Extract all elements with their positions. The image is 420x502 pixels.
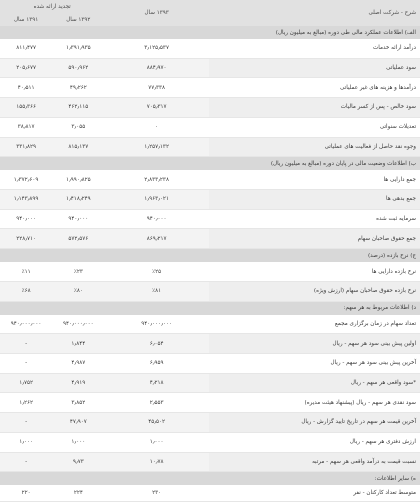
value-1393: ٪۸۱ [104, 281, 208, 301]
row-label: نرخ بازده دارایی ها [209, 262, 420, 281]
table-row [0, 354, 420, 374]
section-header-row [0, 249, 420, 263]
table-row [0, 334, 420, 354]
row-label: سود نقدی هر سهم - ریال (پیشنهاد هیئت مدیره) [209, 393, 420, 413]
row-label: جمع بدهی ها [209, 190, 420, 210]
row-label: اولین پیش بینی سود هر سهم - ریال [209, 334, 420, 354]
value-1393: ۳٫۱۲۵٫۵۳۷ [104, 39, 208, 58]
value-1391: ٪۱۱ [0, 262, 52, 281]
value-1392: ۴۹٫۲۶۲ [52, 78, 104, 98]
row-label: سرمایه ثبت شده [209, 209, 420, 229]
section-header-row [0, 301, 420, 315]
value-1391: ۱٫۱۴۳٫۸۹۹ [0, 190, 52, 210]
value-1392: ۴۶۲٫۱۱۵ [52, 98, 104, 118]
section-header-row [0, 157, 420, 171]
value-1393: ۲٫۵۵۳ [104, 393, 208, 413]
value-1392: ٪۲۳ [52, 262, 104, 281]
value-1391: ۲۲۸٫۷۱۰ [0, 229, 52, 249]
table-row [0, 58, 420, 78]
value-1392: ۱٫۸۴۴ [52, 334, 104, 354]
row-label: وجوه نقد حاصل از فعالیت های عملیاتی [209, 137, 420, 157]
table-row [0, 170, 420, 189]
row-label: درآمدها و هزینه های غیر عملیاتی [209, 78, 420, 98]
value-1391: ۱٫۲۶۲ [0, 393, 52, 413]
value-1393: ۶٫۹۵۹ [104, 354, 208, 374]
value-1391: - [0, 452, 52, 472]
value-1392: ۳٫۰۵۵ [52, 117, 104, 137]
section-title: الف) اطلاعات عملکرد مالی طی دوره (مبالغ به میلیون ریال) [0, 26, 420, 39]
table-row [0, 485, 420, 501]
value-1392: ۹٫۷۳ [52, 452, 104, 472]
row-label: سود عملیاتی [209, 58, 420, 78]
value-1391: ۴۰٫۵۱۱ [0, 78, 52, 98]
section-title: ج) نرخ بازده (درصد) [0, 249, 420, 263]
value-1393: ۹۴۰٫۰۰۰٫۰۰۰ [104, 315, 208, 334]
value-1392: ۸۱۵٫۱۳۷ [52, 137, 104, 157]
year-1392-header: ۱۳۹۲ سال [52, 13, 104, 26]
value-1393: ۱٫۹۶۳٫۰۲۱ [104, 190, 208, 210]
row-label: نرخ بازده حقوق صاحبان سهام (ارزش ویژه) [209, 281, 420, 301]
table-row [0, 393, 420, 413]
value-1393: ۶٫۰۵۴ [104, 334, 208, 354]
value-1393: ۲٫۸۳۳٫۲۳۸ [104, 170, 208, 189]
value-1392: ۲۲۴ [52, 485, 104, 501]
description-header: شرح - شرکت اصلی [209, 0, 420, 26]
section-header-row [0, 26, 420, 39]
value-1392: ۱٫۹۹۰٫۸۲۵ [52, 170, 104, 189]
value-1391: - [0, 354, 52, 374]
value-1393: ۸۸۴٫۹۷۰ [104, 58, 208, 78]
header-row-top [0, 0, 420, 13]
row-label: آخرین قیمت هر سهم در تاریخ تایید گزارش - ریال [209, 413, 420, 433]
value-1391: ۳۸٫۸۱۷ [0, 117, 52, 137]
value-1391: ۲۲۰ [0, 485, 52, 501]
value-1393: ۱۰٫۷۸ [104, 452, 208, 472]
value-1392: ۱٫۴۱۸٫۲۴۹ [52, 190, 104, 210]
value-1391: ۹۴۰٫۰۰۰٫۰۰۰ [0, 315, 52, 334]
table-row [0, 229, 420, 249]
value-1393: ۱٫۰۰۰ [104, 432, 208, 452]
value-1391: ۲۰۵٫۶۷۷ [0, 58, 52, 78]
table-row [0, 98, 420, 118]
row-label: جمع دارایی ها [209, 170, 420, 189]
table-row [0, 262, 420, 281]
table-row [0, 373, 420, 393]
row-label: درآمد ارائه خدمات [209, 39, 420, 58]
value-1392: ۵۷۲٫۵۷۶ [52, 229, 104, 249]
row-label: آخرین پیش بینی سود هر سهم - ریال [209, 354, 420, 374]
section-header-row [0, 472, 420, 486]
value-1391: ۱۵۵٫۳۶۶ [0, 98, 52, 118]
value-1391: ۱٫۷۵۲ [0, 373, 52, 393]
value-1392: ۴٫۹۸۷ [52, 354, 104, 374]
value-1393: ۴۵٫۵۰۲ [104, 413, 208, 433]
table-header [0, 0, 420, 26]
value-1392: ۱٫۳۹۱٫۹۳۵ [52, 39, 104, 58]
value-1391: - [0, 413, 52, 433]
table-row [0, 190, 420, 210]
value-1392: ٪۸۰ [52, 281, 104, 301]
row-label: سود خالص - پس از کسر مالیات [209, 98, 420, 118]
row-label: جمع حقوق صاحبان سهام [209, 229, 420, 249]
row-label: ارزش دفتری هر سهم - ریال [209, 432, 420, 452]
restated-header: تجدید ارائه شده [0, 0, 104, 13]
value-1392: ۹۴۰٫۰۰۰ [52, 209, 104, 229]
table-row [0, 137, 420, 157]
value-1392: ۴٫۹۱۹ [52, 373, 104, 393]
table-row [0, 452, 420, 472]
value-1391: ۱٫۳۷۲٫۶۰۹ [0, 170, 52, 189]
value-1393: ۹۴۰٫۰۰۰ [104, 209, 208, 229]
value-1391: ۱٫۰۰۰ [0, 432, 52, 452]
row-label: *سود واقعی هر سهم - ریال [209, 373, 420, 393]
row-label: متوسط تعداد کارکنان - نفر [209, 485, 420, 501]
value-1391: ٪۶۸ [0, 281, 52, 301]
value-1392: ۴۷٫۹۰۷ [52, 413, 104, 433]
value-1392: ۹۴۰٫۰۰۰٫۰۰۰ [52, 315, 104, 334]
value-1393: ۴٫۲۱۸ [104, 373, 208, 393]
value-1391: ۸۱۱٫۴۷۷ [0, 39, 52, 58]
value-1392: ۳٫۸۵۲ [52, 393, 104, 413]
table-row [0, 78, 420, 98]
table-row [0, 281, 420, 301]
value-1393: ٪۲۵ [104, 262, 208, 281]
value-1393: ۷۷٫۳۳۸ [104, 78, 208, 98]
table-row [0, 413, 420, 433]
value-1391: - [0, 334, 52, 354]
value-1391: ۳۳۱٫۸۲۹ [0, 137, 52, 157]
row-label: تعداد سهام در زمان برگزاری مجمع [209, 315, 420, 334]
value-1393: ۸۶۹٫۲۱۷ [104, 229, 208, 249]
value-1392: ۵۹۰٫۹۶۲ [52, 58, 104, 78]
row-label: نسبت قیمت به درآمد واقعی هر سهم - مرتبه [209, 452, 420, 472]
table-row [0, 209, 420, 229]
table-row [0, 117, 420, 137]
section-title: د) اطلاعات مربوط به هر سهم: [0, 301, 420, 315]
value-1393: ۱٫۲۵۷٫۱۳۲ [104, 137, 208, 157]
year-1393-header: ۱۳۹۳ سال [104, 0, 208, 26]
value-1392: ۱٫۰۰۰ [52, 432, 104, 452]
table-body [0, 26, 420, 502]
value-1393: ۲۳۰ [104, 485, 208, 501]
row-label: تعدیلات سنواتی [209, 117, 420, 137]
table-row [0, 315, 420, 334]
value-1393: ۷۰۵٫۳۱۷ [104, 98, 208, 118]
value-1393: ۰ [104, 117, 208, 137]
year-1391-header: ۱۳۹۱ سال [0, 13, 52, 26]
table-row [0, 432, 420, 452]
section-title: ب) اطلاعات وضعیت مالی در پایان دوره (مبالغ به میلیون ریال) [0, 157, 420, 171]
table-row [0, 39, 420, 58]
section-title: ه) سایر اطلاعات: [0, 472, 420, 486]
value-1391: ۹۴۰٫۰۰۰ [0, 209, 52, 229]
